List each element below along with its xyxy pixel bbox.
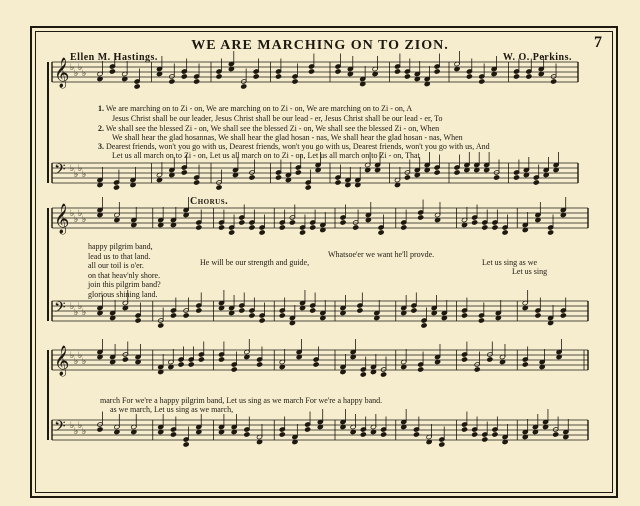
ending-line: happy pilgrim band, (88, 242, 153, 251)
page-number: 7 (594, 34, 602, 51)
svg-text:♭: ♭ (82, 427, 87, 437)
verse-1-line-a: 1. We are marching on to Zi - on, We are marching on to Zi - on, We are marching on to Zi - on, A (98, 104, 413, 113)
svg-text:♭: ♭ (82, 69, 87, 79)
svg-text:♭: ♭ (82, 308, 87, 318)
chorus-lyric-4: Let us sing (512, 267, 548, 276)
chorus-lyric-2: Whatsoe'er we want he'll provde. (328, 250, 435, 259)
svg-text:♭: ♭ (78, 209, 83, 219)
svg-text:𝄢: 𝄢 (54, 299, 66, 320)
composer-credit: W. O. Perkins. (502, 52, 572, 63)
svg-text:♭: ♭ (74, 170, 79, 180)
svg-text:𝄢: 𝄢 (54, 161, 66, 182)
svg-text:♭: ♭ (78, 351, 83, 361)
verse-3-line-a: 3. Dearest friends, won't you go with us, Dearest friends, won't you go with us, Dearest friends, won't you go with us, And (98, 142, 490, 151)
svg-text:♭: ♭ (74, 69, 79, 79)
ending-line: all our toil is o'er. (88, 261, 144, 271)
chorus-lyric-1: He will be our strength and guide, (200, 258, 310, 267)
svg-text:𝄞: 𝄞 (54, 204, 70, 234)
svg-text:♭: ♭ (70, 302, 75, 312)
hymn-title: WE ARE MARCHING ON TO ZION. (191, 38, 449, 53)
svg-text:♭: ♭ (82, 357, 87, 367)
verse-2-line-a: 2. We shall see the blessed Zi - on, We shall see the blessed Zi - on, We shall see the blessed Zi - on, When (98, 124, 440, 133)
chorus-lyric-3: Let us sing as we (482, 258, 538, 267)
svg-text:♭: ♭ (82, 215, 87, 225)
svg-text:♭: ♭ (70, 421, 75, 431)
svg-text:𝄢: 𝄢 (54, 418, 66, 439)
svg-text:♭: ♭ (78, 63, 83, 73)
ending-line: glorious shining land. (88, 289, 158, 299)
svg-text:♭: ♭ (70, 351, 75, 361)
chorus-verse-endings (88, 242, 161, 300)
svg-text:𝄞: 𝄞 (54, 58, 70, 88)
svg-text:♭: ♭ (74, 357, 79, 367)
svg-text:♭: ♭ (78, 164, 83, 174)
svg-text:♭: ♭ (70, 209, 75, 219)
chorus-lyric-6: as we march, Let us sing as we march, (110, 405, 234, 414)
svg-text:♭: ♭ (74, 427, 79, 437)
svg-text:♭: ♭ (70, 164, 75, 174)
chorus-label: Chorus. (190, 196, 229, 207)
svg-text:𝄞: 𝄞 (54, 346, 70, 376)
svg-text:♭: ♭ (82, 170, 87, 180)
lyricist-credit: Ellen M. Hastings. (70, 52, 158, 63)
verse-3-line-b: Let us all march on to Zi - on, Let us all march on to Zi - on, Let us all march on to Zi - on, That (112, 151, 420, 160)
svg-text:♭: ♭ (70, 63, 75, 73)
ending-line: lead us to that land. (88, 251, 151, 261)
ending-line: on that heav'nly shore. (88, 270, 161, 280)
verse-1-line-b: Jesus Christ shall be our leader, Jesus Christ shall be our lead - er, Jesus Christ shall be our lead - er, To (112, 114, 443, 123)
svg-text:♭: ♭ (78, 302, 83, 312)
verse-2-line-b: We shall hear the glad hosannas, We shall hear the glad hosan - nas, We shall hear the glad hosan - nas, When (112, 133, 463, 142)
svg-text:♭: ♭ (74, 215, 79, 225)
chorus-lyric-5: march For we're a happy pilgrim band, Let us sing as we march For we're a happy band. (100, 396, 383, 405)
svg-text:♭: ♭ (78, 421, 83, 431)
ending-line: join this pilgrim band? (88, 280, 161, 290)
svg-text:♭: ♭ (74, 308, 79, 318)
